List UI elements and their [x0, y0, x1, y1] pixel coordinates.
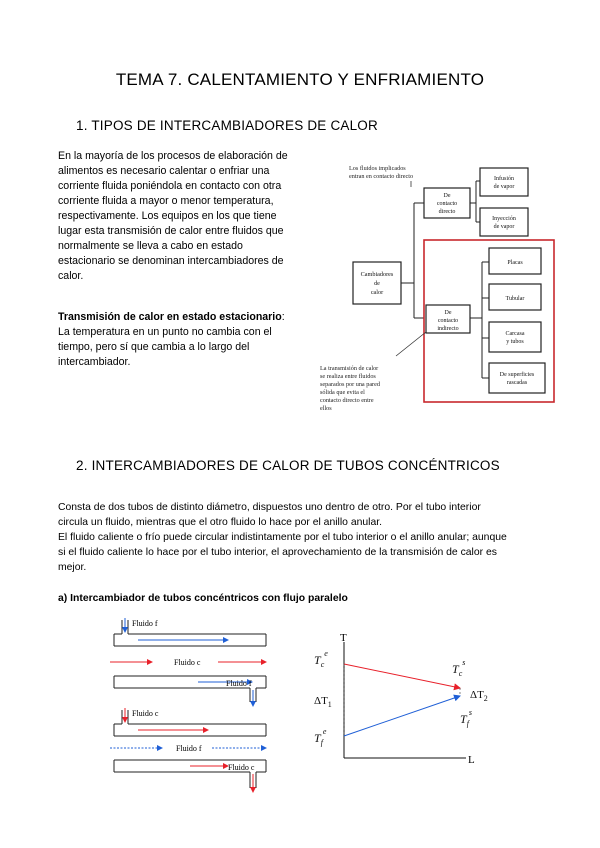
steady-line: tiempo, pero sí que cambia a lo largo del	[58, 341, 250, 353]
note-bottom-line: ellos	[320, 405, 332, 412]
injection-line: de vapor	[493, 224, 515, 230]
fluid-f-label: Fluido f	[132, 619, 158, 628]
l-axis-label: L	[468, 754, 475, 766]
indirect-line: indirecto	[437, 326, 459, 332]
note-bottom-pointer	[396, 332, 426, 356]
para-line: Consta de dos tubos de distinto diámetro, dispuestos uno dentro de otro. Por el tubo interior	[58, 502, 481, 513]
note-top-line: entran en contacto directo	[349, 173, 414, 180]
intro-line: calor.	[58, 270, 84, 282]
para-line: si el fluido caliente lo hace por el tubo interior, el aprovechamiento de la transmisión de calor es	[58, 547, 497, 558]
subheading-parallel-flow: a) Intercambiador de tubos concéntricos con flujo paralelo	[58, 593, 348, 604]
root-line: de	[374, 280, 380, 287]
note-bottom-line: separados por una pared	[320, 381, 380, 388]
infusion-box	[480, 168, 528, 196]
infusion-line: Infusión	[494, 176, 514, 182]
fluid-c-label: Fluido c	[174, 658, 201, 667]
section2-paragraph	[58, 500, 558, 575]
intro-line: normalmente se lleva a cabo en estado	[58, 240, 243, 252]
delta-t1-label: $\Delta T_1$	[314, 695, 332, 709]
scraped-line: rascadas	[506, 380, 528, 386]
heat-exchanger-classification-diagram	[316, 160, 556, 420]
note-bottom-line: se realiza entre fluidos	[320, 373, 376, 380]
tf-in-label: $T_f^e$	[314, 727, 327, 747]
steady-state-block	[58, 310, 318, 370]
shell-tube-line: y tubos	[506, 339, 524, 345]
steady-line: La temperatura en un punto no cambia con el	[58, 326, 272, 338]
infusion-line: de vapor	[493, 184, 515, 190]
fluid-c-label: Fluido c	[228, 763, 255, 772]
intro-line: corriente fluida a mayor o menor temperatura,	[58, 195, 274, 207]
direct-line: directo	[438, 209, 456, 215]
para-line: mejor.	[58, 562, 87, 573]
injection-line: Inyección	[492, 216, 516, 222]
delta-t2-label: $\Delta T_2$	[470, 689, 488, 703]
tf-out-label: $T_f^s$	[460, 708, 473, 728]
injection-box	[480, 208, 528, 236]
indirect-line: contacto	[437, 318, 459, 324]
steady-state-colon: :	[281, 311, 285, 323]
intro-line: alimentos es necesario calentar o enfriar una	[58, 165, 270, 177]
tc-in-label: $T_c^e$	[314, 649, 328, 669]
hot-fluid-line	[344, 664, 460, 688]
section1-heading: 1. TIPOS DE INTERCAMBIADORES DE CALOR	[76, 118, 378, 133]
intro-line: respectivamente. Los equipos en los que tiene	[58, 210, 277, 222]
section2-heading: 2. INTERCAMBIADORES DE CALOR DE TUBOS CONCÉNTRICOS	[76, 458, 500, 473]
note-bottom-line: contacto directo entre	[320, 397, 374, 404]
fluid-c-label: Fluido c	[132, 709, 159, 718]
indirect-line: De	[444, 310, 452, 316]
t-axis-label: T	[340, 632, 347, 644]
intro-line: corriente fluida poniéndola en contacto con otra	[58, 180, 282, 192]
cold-fluid-line	[344, 696, 460, 736]
note-bottom-line: La transmisión de calor	[320, 365, 379, 372]
page-title: TEMA 7. CALENTAMIENTO Y ENFRIAMIENTO	[115, 70, 485, 89]
section1-intro	[58, 149, 308, 284]
upper-exchanger	[110, 618, 266, 706]
root-line: Cambiadores	[360, 271, 394, 278]
steady-line: intercambiador.	[58, 356, 131, 368]
tubular-label: Tubular	[505, 296, 525, 302]
fluid-f-label: Fluido f	[226, 679, 252, 688]
intro-line: En la mayoría de los procesos de elaboración de	[58, 150, 288, 162]
para-line: El fluido caliente o frío puede circular indistintamente por el tubo interior o el anillo anular; aunque	[58, 532, 507, 543]
shell-tube-box	[489, 322, 541, 352]
para-line: circula un fluido, mientras que el otro fluido lo hace por el anillo anular.	[58, 517, 383, 528]
temperature-profile-graph	[306, 630, 506, 770]
note-top-line: Los fluidos implicados	[349, 165, 406, 172]
root-line: calor	[370, 289, 384, 296]
scraped-line: De superficies	[499, 372, 535, 378]
direct-line: contacto	[436, 201, 458, 207]
intro-line: estacionario se denominan intercambiadores de	[58, 255, 284, 267]
scraped-surface-box	[489, 363, 545, 393]
direct-line: De	[443, 193, 451, 199]
tc-out-label: $T_c^s$	[452, 658, 466, 678]
shell-tube-line: Carcasa	[505, 331, 525, 337]
intro-line: lugar esta transmisión de calor entre fluidos que	[58, 225, 284, 237]
lower-exchanger	[110, 708, 266, 792]
fluid-f-label: Fluido f	[176, 744, 202, 753]
plates-label: Placas	[507, 260, 523, 266]
parallel-flow-schematic	[108, 612, 276, 800]
steady-state-title: Transmisión de calor en estado estacionario	[58, 311, 282, 323]
note-bottom-line: sólida que evita el	[320, 389, 365, 396]
